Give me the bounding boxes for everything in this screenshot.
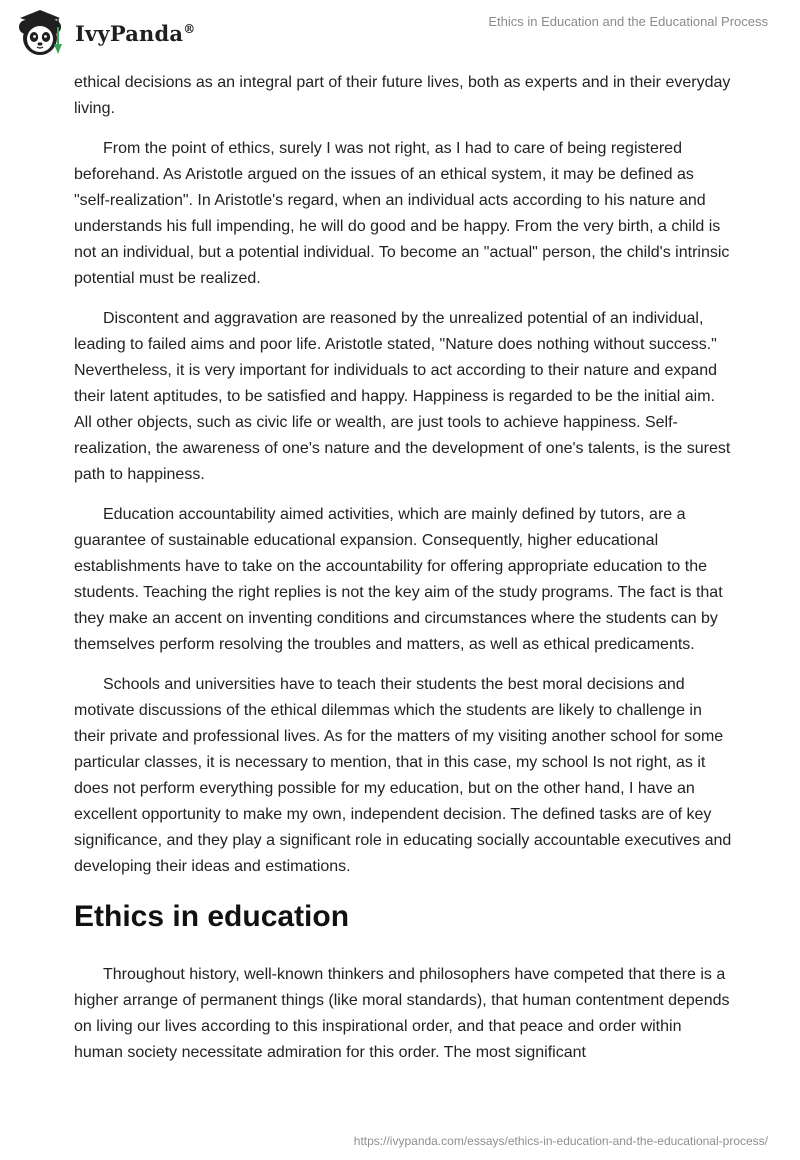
panda-graduate-icon bbox=[14, 8, 66, 58]
brand-name: IvyPanda® bbox=[75, 20, 196, 46]
paragraph: Discontent and aggravation are reasoned by the unrealized potential of an individual, leading to failed aims and poor life. Aristotle stated, "Nature does nothing without success." Nevertheless, it is very important for individuals to act according to their nature and expand their latent aptitudes, to be satisfied and happy. Happiness is regarded to be the initial aim. All other objects, such as civic life or wealth, are just tools to achieve happiness. Self-realization, the awareness of one's nature and the development of one's talents, is the surest path to happiness. bbox=[74, 310, 731, 483]
registered-mark: ® bbox=[183, 21, 196, 36]
brand-logo[interactable] bbox=[14, 8, 195, 58]
paragraph: From the point of ethics, surely I was not right, as I had to care of being registered beforehand. As Aristotle argued on the issues of an ethical system, it may be defined as "self-realization". In Aristotle's regard, when an individual acts according to his nature and understands his full impending, he will do good and be happy. From the very birth, a child is not an individual, but a potential individual. To become an "actual" person, the child's intrinsic potential must be realized. bbox=[74, 140, 730, 287]
section-heading: Ethics in education bbox=[74, 900, 350, 933]
source-url[interactable]: https://ivypanda.com/essays/ethics-in-education-and-the-educational-process/ bbox=[353, 1134, 768, 1148]
paragraph: Throughout history, well-known thinkers and philosophers have competed that there is a higher arrange of permanent things (like moral standards), that human contentment depends on living our lives according to this inspirational order, and that peace and order within human society necessitate admiration for this order. The most significant bbox=[74, 966, 730, 1061]
document-title: Ethics in Education and the Educational Process bbox=[488, 14, 768, 29]
paragraph: Schools and universities have to teach their students the best moral decisions and motivate discussions of the ethical dilemmas which the students are likely to challenge in their private and professional lives. As for the matters of my visiting another school for some particular classes, it is necessary to mention, that in this case, my school Is not right, as it does not perform everything possible for my education, but on the other hand, I have an excellent opportunity to make my own, independent decision. The defined tasks are of key significance, and they play a significant role in educating socially accountable executives and developing their ideas and estimations. bbox=[74, 676, 732, 875]
essay-body bbox=[74, 70, 734, 1080]
paragraph: Education accountability aimed activities, which are mainly defined by tutors, are a guarantee of sustainable educational expansion. Consequently, higher educational establishments have to take on the accountability for offering appropriate education to the students. Teaching the right replies is not the key aim of the study programs. The fact is that they make an accent on inventing conditions and circumstances where the students can by themselves perform resolving the troubles and matters, as well as ethical predicaments. bbox=[74, 506, 723, 653]
page-header bbox=[0, 0, 800, 64]
paragraph: ethical decisions as an integral part of their future lives, both as experts and in their everyday living. bbox=[74, 74, 731, 117]
